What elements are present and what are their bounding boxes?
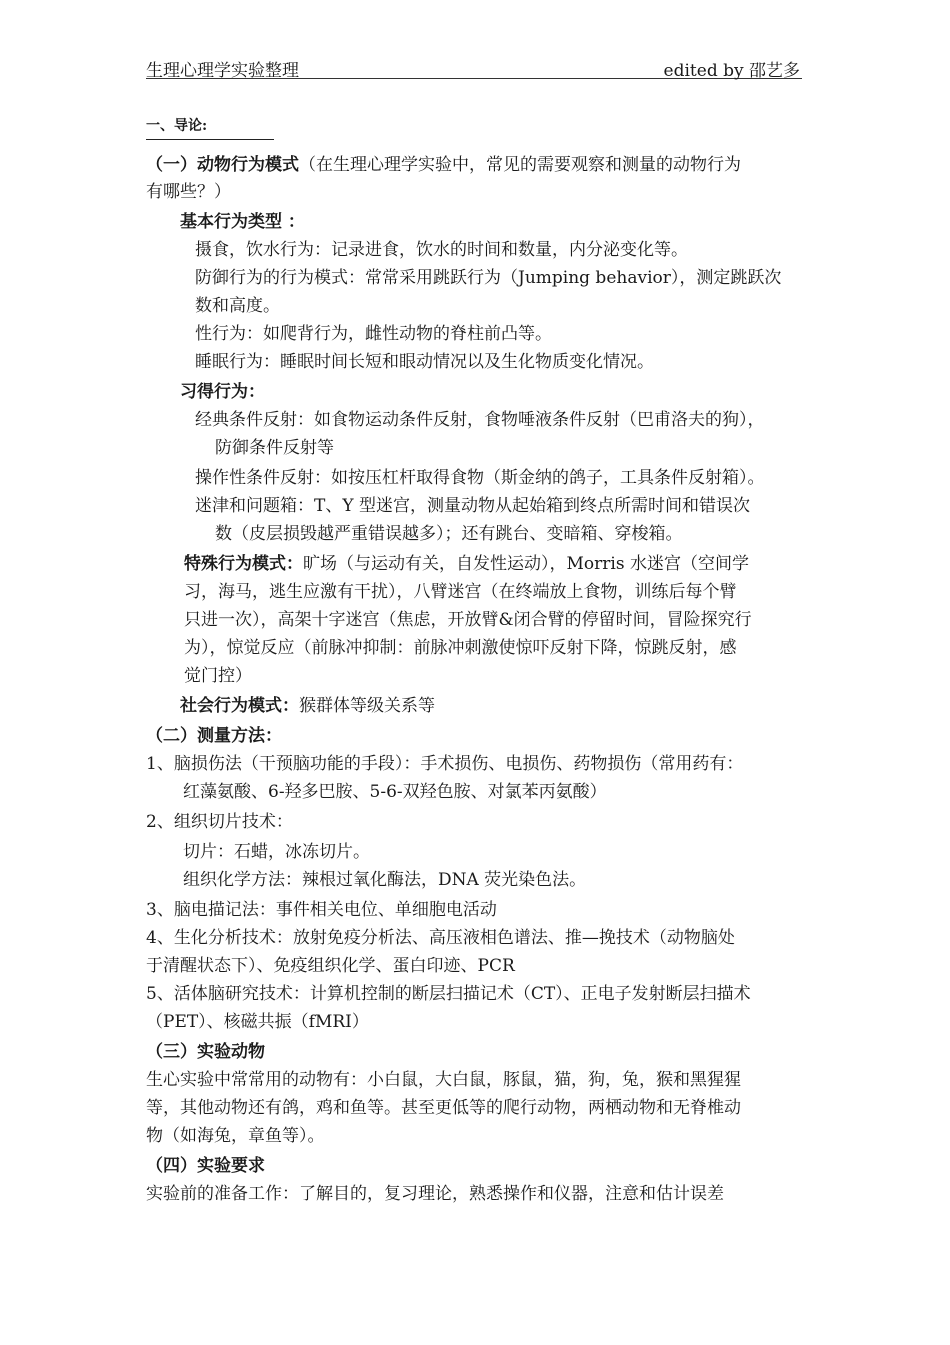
line-text: 经典条件反射：如食物运动条件反射，食物唾液条件反射（巴甫洛夫的狗）， xyxy=(195,410,765,430)
line-text: 有哪些？） xyxy=(146,182,231,202)
text-line xyxy=(183,868,586,892)
text-line xyxy=(195,466,765,490)
bold-heading: （三）实验动物 xyxy=(146,1042,265,1062)
line-text: 只进一次），高架十字迷宫（焦虑，开放臂&闭合臂的停留时间，冒险探究行 xyxy=(184,610,752,630)
line-text: 组织化学方法：辣根过氧化酶法，DNA 荧光染色法。 xyxy=(183,870,587,890)
text-line xyxy=(215,436,334,460)
line-text: 旷场（与运动有关，自发性运动），Morris 水迷宫（空间学 xyxy=(303,554,749,574)
line-text: 红藻氨酸、6-羟多巴胺、5-6-双羟色胺、对氯苯丙氨酸） xyxy=(183,782,607,802)
line-text: 4、生化分析技术：放射免疫分析法、高压液相色谱法、推—挽技术（动物脑处 xyxy=(146,928,735,948)
bold-heading: （二）测量方法： xyxy=(146,726,282,746)
text-line xyxy=(195,408,765,432)
text-line xyxy=(146,982,751,1006)
text-line xyxy=(195,294,280,318)
line-text: 于清醒状态下）、免疫组织化学、蛋白印迹、PCR xyxy=(146,956,515,976)
text-line xyxy=(146,926,735,950)
line-text: 5、活体脑研究技术：计算机控制的断层扫描记术（CT）、正电子发射断层扫描术 xyxy=(146,984,751,1004)
text-line xyxy=(215,522,683,546)
bold-heading: 习得行为： xyxy=(180,382,265,402)
text-line xyxy=(146,954,515,978)
line-text: 猴群体等级关系等 xyxy=(299,696,435,716)
line-text: 迷津和问题箱：T、Y 型迷宫，测量动物从起始箱到终点所需时间和错误次 xyxy=(195,496,750,516)
text-line xyxy=(184,636,737,660)
header-author: edited by 邵艺多 xyxy=(663,61,800,81)
text-line xyxy=(180,694,435,718)
text-line xyxy=(195,238,688,262)
text-line xyxy=(146,180,231,204)
text-line xyxy=(180,210,305,234)
text-line xyxy=(146,898,497,922)
text-line xyxy=(195,350,654,374)
text-line xyxy=(146,1182,724,1206)
line-text: 1、脑损伤法（干预脑功能的手段）：手术损伤、电损伤、药物损伤（常用药有： xyxy=(146,754,744,774)
line-text: 生心实验中常常用的动物有：小白鼠，大白鼠，豚鼠，猫，狗，兔，猴和黑猩猩 xyxy=(146,1070,741,1090)
text-line xyxy=(184,608,752,632)
line-text: 习，海马，逃生应激有干扰），八臂迷宫（在终端放上食物，训练后每个臂 xyxy=(184,582,737,602)
text-line xyxy=(184,552,749,576)
line-text: 觉门控） xyxy=(184,666,252,686)
bold-heading: （四）实验要求 xyxy=(146,1156,265,1176)
line-text: 数（皮层损毁越严重错误越多）；还有跳台、变暗箱、穿梭箱。 xyxy=(215,524,683,544)
bold-heading: 社会行为模式： xyxy=(180,696,299,716)
text-line xyxy=(146,1040,265,1064)
text-line xyxy=(146,810,293,834)
text-line xyxy=(183,780,607,804)
line-text: 3、脑电描记法：事件相关电位、单细胞电活动 xyxy=(146,900,497,920)
line-text: （在生理心理学实验中，常见的需要观察和测量的动物行为 xyxy=(299,155,741,175)
line-text: 防御行为的行为模式：常常采用跳跃行为（Jumping behavior），测定跳跃次 xyxy=(195,268,782,288)
line-text: 物（如海兔，章鱼等）。 xyxy=(146,1126,325,1146)
text-line xyxy=(146,1010,369,1034)
text-line xyxy=(195,494,750,518)
text-line xyxy=(184,664,252,688)
line-text: 等，其他动物还有鸽，鸡和鱼等。甚至更低等的爬行动物，两栖动物和无脊椎动 xyxy=(146,1098,741,1118)
bold-heading: （一）动物行为模式 xyxy=(146,155,299,175)
line-text: 操作性条件反射：如按压杠杆取得食物（斯金纳的鸽子，工具条件反射箱）。 xyxy=(195,468,765,488)
line-text: 2、组织切片技术： xyxy=(146,812,293,832)
line-text: 性行为：如爬背行为，雌性动物的脊柱前凸等。 xyxy=(195,324,552,344)
text-line xyxy=(146,1124,325,1148)
text-line xyxy=(195,266,781,290)
bold-heading: 基本行为类型 ： xyxy=(180,212,305,232)
line-text: 睡眠行为：睡眠时间长短和眼动情况以及生化物质变化情况。 xyxy=(195,352,654,372)
header-title: 生理心理学实验整理 xyxy=(146,61,299,81)
page-header xyxy=(146,56,802,79)
line-text: 切片：石蜡，冰冻切片。 xyxy=(183,842,370,862)
line-text: 摄食，饮水行为：记录进食，饮水的时间和数量，内分泌变化等。 xyxy=(195,240,688,260)
text-line xyxy=(195,322,552,346)
text-line xyxy=(183,840,370,864)
text-line xyxy=(146,1068,741,1092)
text-line xyxy=(146,724,282,748)
text-line xyxy=(146,1154,265,1178)
text-line xyxy=(146,752,743,776)
bold-heading: 特殊行为模式： xyxy=(184,554,303,574)
text-line xyxy=(146,1096,741,1120)
text-line xyxy=(180,380,265,404)
line-text: （PET）、核磁共振（fMRI） xyxy=(146,1012,369,1032)
line-text: 数和高度。 xyxy=(195,296,280,316)
line-text: 实验前的准备工作：了解目的，复习理论，熟悉操作和仪器，注意和估计误差 xyxy=(146,1184,724,1204)
line-text: 为），惊觉反应（前脉冲抑制：前脉冲刺激使惊吓反射下降，惊跳反射，感 xyxy=(184,638,737,658)
section-title: 一、导论: xyxy=(146,115,274,140)
line-text: 防御条件反射等 xyxy=(215,438,334,458)
text-line xyxy=(184,580,737,604)
text-line xyxy=(146,153,741,177)
